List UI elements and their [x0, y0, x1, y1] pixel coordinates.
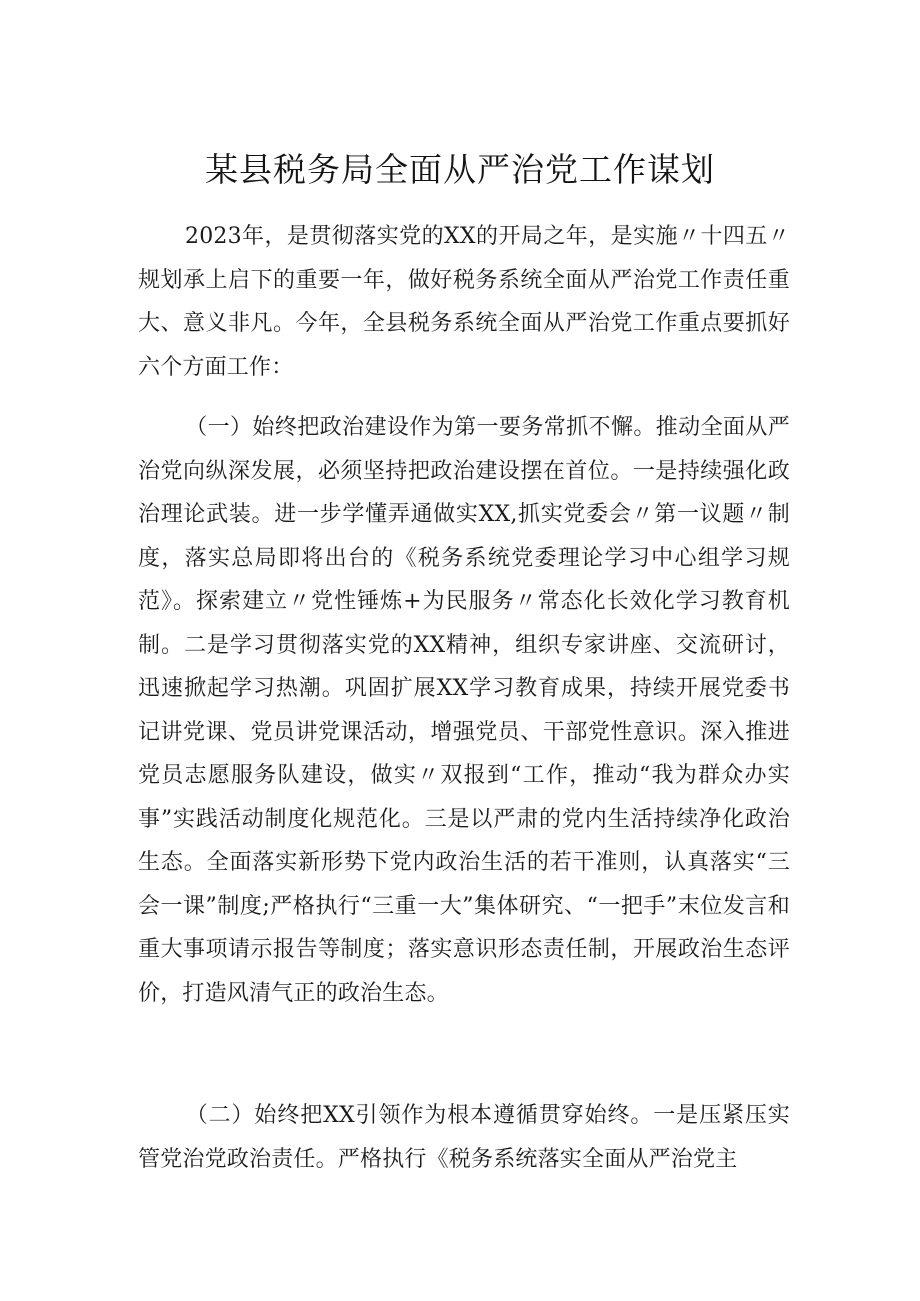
paragraph-text: 2023年，是贯彻落实党的XX的开局之年，是实施〃十四五〃规划承上启下的重要一年，做好税务系统全面从严治党工作责任重大、意义非凡。今年，全县税务系统全面从严治党工作重点要抓好六个方面工作：: [138, 224, 790, 380]
paragraph-intro: [138, 215, 790, 389]
paragraph-section-2: [138, 1094, 790, 1181]
paragraph-section-1: [138, 406, 790, 1015]
paragraph-text: （二）始终把XX引领作为根本遵循贯穿始终。一是压紧压实管党治党政治责任。严格执行《税务系统落实全面从严治党主: [138, 1103, 790, 1172]
document-title: 某县税务局全面从严治党工作谋划: [205, 150, 715, 189]
paragraph-text: （一）始终把政治建设作为第一要务常抓不懈。推动全面从严治党向纵深发展，必须坚持把政治建设摆在首位。一是持续强化政治理论武装。进一步学懂弄通做实XX,抓实党委会〃第一议题〃制度，落实总局即将出台的《税务系统党委理论学习中心组学习规范》。探索建立〃党性锤炼+为民服务〃常态化长效化学习教育机制。二是学习贯彻落实党的XX精神，组织专家讲座、交流研讨，迅速掀起学习热潮。巩固扩展XX学习教育成果，持续开展党委书记讲党课、党员讲党课活动，增强党员、干部党性意识。深入推进党员志愿服务队建设，做实〃双报到“工作，推动“我为群众办实事”实践活动制度化规范化。三是以严肃的党内生活持续净化政治生态。全面落实新形势下党内政治生活的若干准则，认真落实“三会一课”制度;严格执行“三重一大”集体研究、“一把手”末位发言和重大事项请示报告等制度；落实意识形态责任制，开展政治生态评价，打造风清气正的政治生态。: [138, 415, 790, 1006]
